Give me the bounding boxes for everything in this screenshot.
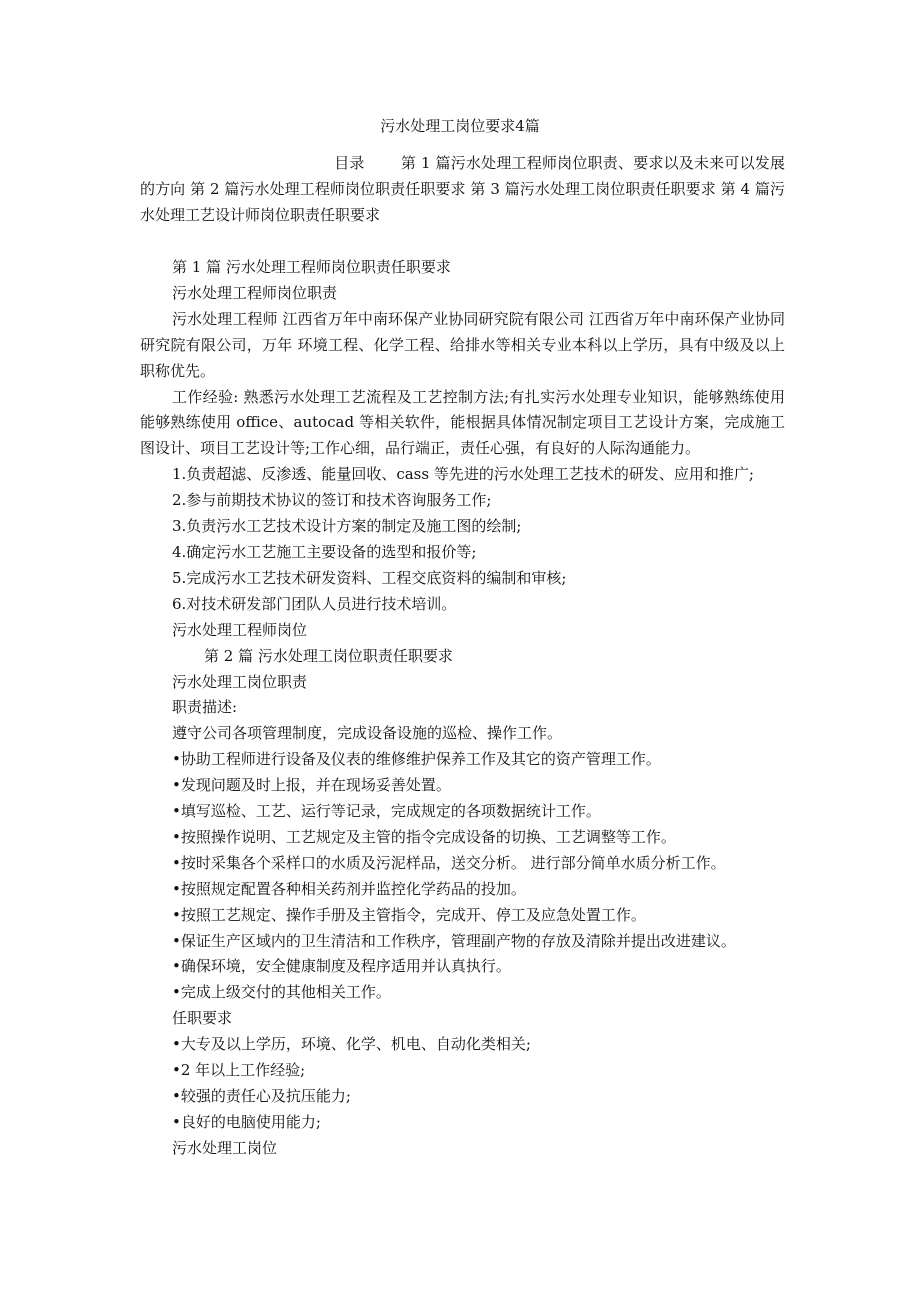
- part2-duty: •按时采集各个采样口的水质及污泥样品，送交分析。 进行部分简单水质分析工作。: [172, 853, 726, 872]
- part2-requirement: •2 年以上工作经验;: [172, 1061, 306, 1080]
- part1-footer: 污水处理工程师岗位: [172, 620, 308, 639]
- part2-subheading: 污水处理工岗位职责: [172, 672, 308, 691]
- toc-label: 目录: [334, 154, 365, 172]
- part2-intro: 遵守公司各项管理制度，完成设备设施的巡检、操作工作。: [172, 724, 563, 743]
- part2-heading: 第 2 篇 污水处理工岗位职责任职要求: [204, 646, 453, 665]
- table-of-contents: [140, 150, 785, 228]
- part2-duty: •按照操作说明、工艺规定及主管的指令完成设备的切换、工艺调整等工作。: [172, 827, 676, 846]
- part2-duty: •按照规定配置各种相关药剂并监控化学药品的投加。: [172, 879, 526, 898]
- part2-duty: •协助工程师进行设备及仪表的维修维护保养工作及其它的资产管理工作。: [172, 750, 661, 769]
- part2-requirement: •良好的电脑使用能力;: [172, 1112, 321, 1131]
- part1-heading: 第 1 篇 污水处理工程师岗位职责任职要求: [172, 258, 451, 276]
- part2-description-label: 职责描述:: [172, 698, 238, 717]
- part1-paragraph-1: 污水处理工程师 江西省万年中南环保产业协同研究院有限公司 江西省万年中南环保产业协同研究院有限公司，万年 环境工程、化学工程、给排水等相关专业本科以上学历，具有中级及以上职称优先。: [140, 309, 785, 380]
- part2-duty: •确保环境，安全健康制度及程序适用并认真执行。: [172, 957, 511, 976]
- document-title: 污水处理工岗位要求4篇: [380, 117, 540, 135]
- part2-footer: 污水处理工岗位: [172, 1138, 278, 1157]
- part2-requirements-label: 任职要求: [172, 1009, 233, 1028]
- part2-requirement: •大专及以上学历，环境、化学、机电、自动化类相关;: [172, 1035, 531, 1054]
- document-body: [140, 255, 785, 1162]
- part1-item: 6.对技术研发部门团队人员进行技术培训。: [172, 594, 457, 613]
- part2-duty: •发现问题及时上报，并在现场妥善处置。: [172, 776, 451, 795]
- part2-duty: •保证生产区域内的卫生清洁和工作秩序，管理副产物的存放及清除并提出改进建议。: [172, 931, 736, 950]
- part2-duty: •完成上级交付的其他相关工作。: [172, 983, 391, 1002]
- part2-duty: •按照工艺规定、操作手册及主管指令，完成开、停工及应急处置工作。: [172, 905, 646, 924]
- part2-requirement: •较强的责任心及抗压能力;: [172, 1087, 351, 1105]
- part1-item: 1.负责超滤、反渗透、能量回收、cass 等先进的污水处理工艺技术的研发、应用和推广;: [172, 465, 754, 484]
- part1-item: 5.完成污水工艺技术研发资料、工程交底资料的编制和审核;: [172, 568, 567, 587]
- part1-item: 4.确定污水工艺施工主要设备的选型和报价等;: [172, 542, 477, 561]
- part2-duty: •填写巡检、工艺、运行等记录，完成规定的各项数据统计工作。: [172, 802, 601, 821]
- part1-item: 3.负责污水工艺技术设计方案的制定及施工图的绘制;: [172, 517, 522, 536]
- toc-text: 第 1 篇污水处理工程师岗位职责、要求以及未来可以发展的方向 第 2 篇污水处理工程师岗位职责任职要求 第 3 篇污水处理工岗位职责任职要求 第 4 篇污水处理工艺设计师岗位职责任职要求: [140, 154, 785, 224]
- part1-subheading: 污水处理工程师岗位职责: [172, 283, 338, 302]
- part1-item: 2.参与前期技术协议的签订和技术咨询服务工作;: [172, 491, 492, 510]
- part1-paragraph-2: 工作经验: 熟悉污水处理工艺流程及工艺控制方法;有扎实污水处理专业知识，能够熟练使用能够熟练使用 office、autocad 等相关软件，能根据具体情况制定项目工艺设计方案，完成施工图设计、项目工艺设计等;工作心细，品行端正，责任心强，有良好的人际沟通能力。: [140, 387, 785, 458]
